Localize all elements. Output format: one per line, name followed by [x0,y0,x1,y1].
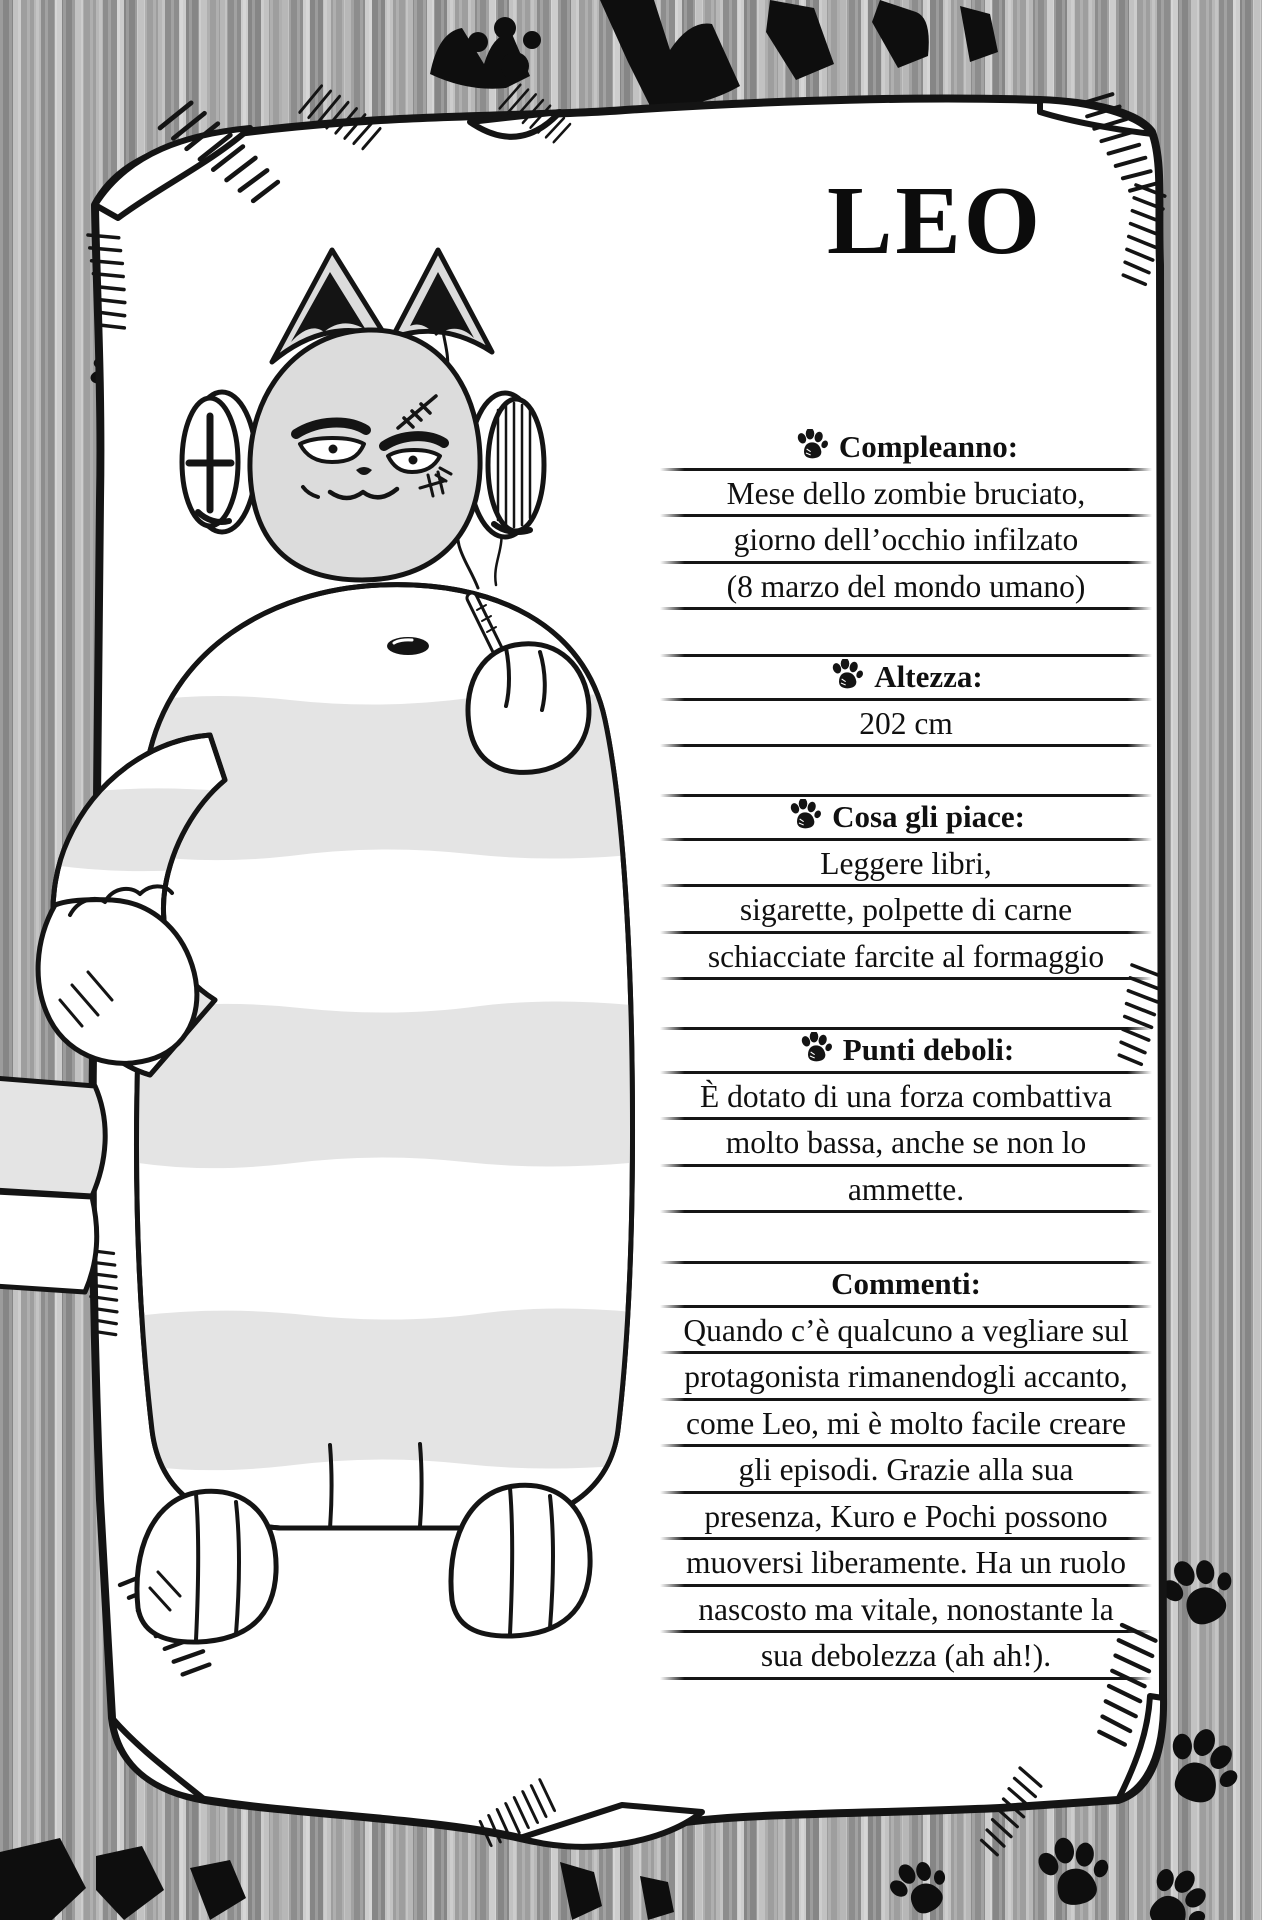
section-punti-deboli [660,1027,1152,1213]
gothic-text-fragment-bottom [0,1838,674,1920]
section-line: molto bassa, anche se non lo [660,1120,1152,1167]
cat-left-foot [137,1491,276,1642]
section-line: Quando c’è qualcuno a vegliare sul [660,1308,1152,1355]
section-line: sigarette, polpette di carne [660,887,1152,934]
cat-face [250,330,480,580]
section-heading [660,654,1152,701]
section-line: È dotato di una forza combattiva [660,1074,1152,1121]
left-bolt-disc [182,392,256,532]
section-commenti [660,1261,1152,1680]
paw-icon [787,799,823,831]
section-heading [660,1027,1152,1074]
paw-icon [829,659,865,691]
section-heading-label: Commenti: [831,1266,981,1302]
section-line: Leggere libri, [660,841,1152,888]
section-heading [660,1261,1152,1308]
section-line: (8 marzo del mondo umano) [660,564,1152,611]
forearm-segment [0,1192,97,1292]
section-line: come Leo, mi è molto facile creare [660,1401,1152,1448]
section-line: sua debolezza (ah ah!). [660,1633,1152,1680]
section-line: ammette. [660,1167,1152,1214]
section-altezza [660,654,1152,747]
section-heading-label: Punti deboli: [842,1032,1015,1068]
section-line: protagonista rimanendogli accanto, [660,1354,1152,1401]
section-line: presenza, Kuro e Pochi possono [660,1494,1152,1541]
section-heading [660,794,1152,841]
cat-right-foot [451,1485,590,1636]
section-cosa-gli-piace [660,794,1152,980]
forearm-segment [0,1078,105,1196]
section-heading [660,424,1152,471]
paw-icon [798,1032,834,1064]
section-line: giorno dell’occhio infilzato [660,517,1152,564]
section-line: Mese dello zombie bruciato, [660,471,1152,518]
section-line: muoversi liberamente. Ha un ruolo [660,1540,1152,1587]
section-heading-label: Compleanno: [838,429,1019,465]
section-line: schiacciate farcite al formaggio [660,934,1152,981]
page-title: LEO [827,167,1043,275]
section-line: nascosto ma vitale, nonostante la [660,1587,1152,1634]
cat-right-paw [468,644,589,773]
section-line: 202 cm [660,701,1152,748]
paw-icon [794,429,830,461]
section-line: gli episodi. Grazie alla sua [660,1447,1152,1494]
section-heading-label: Cosa gli piace: [832,799,1025,835]
section-compleanno [660,424,1152,610]
section-heading-label: Altezza: [874,659,983,695]
